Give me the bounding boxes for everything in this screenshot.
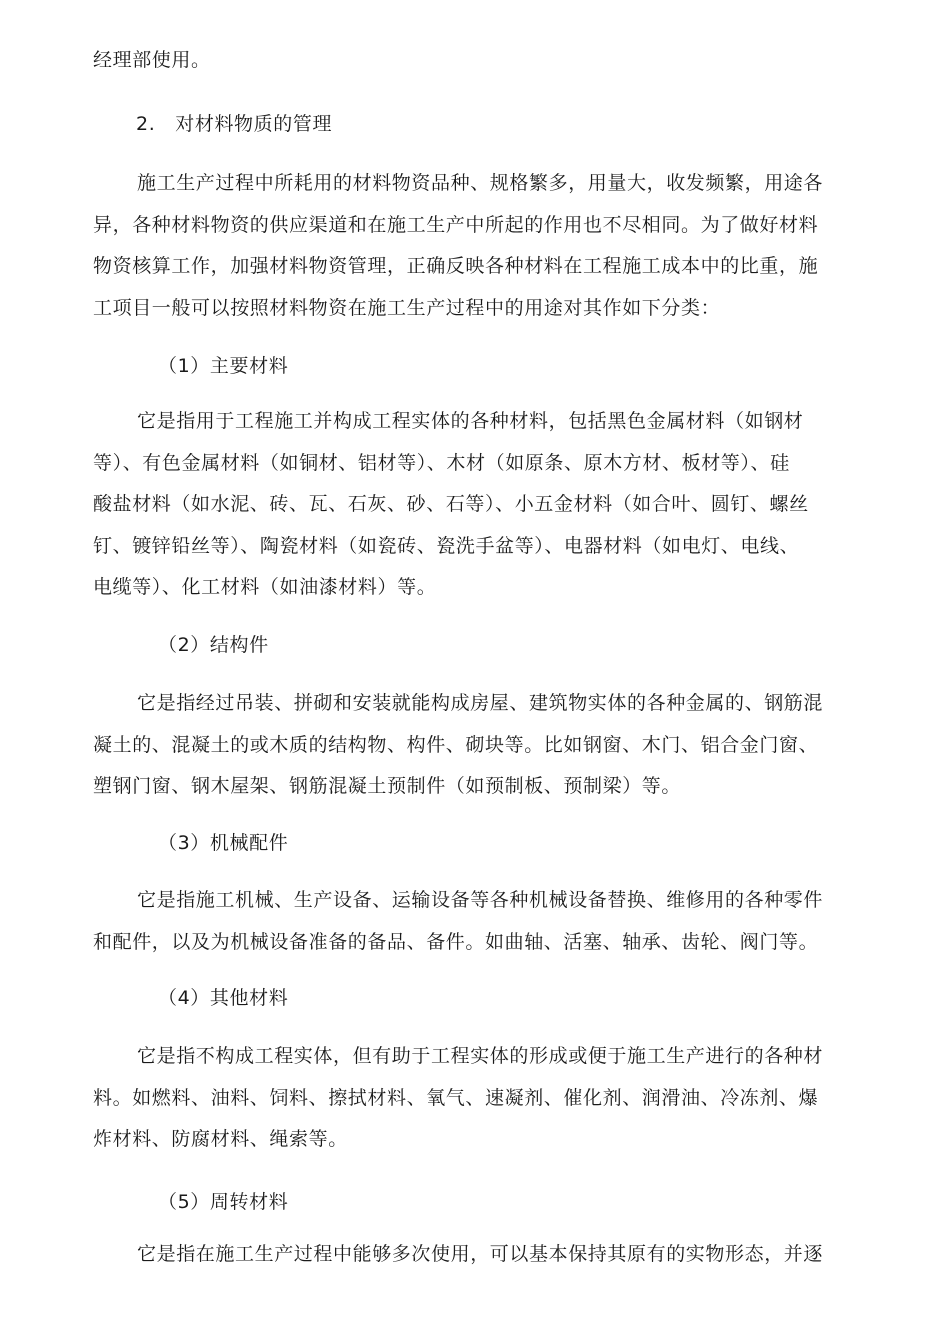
paragraph-line: 凝土的、混凝土的或木质的结构物、构件、砌块等。比如钢窗、木门、铝合金门窗、	[93, 733, 819, 756]
paragraph-intro	[93, 163, 861, 329]
paragraph-line: 它是指用于工程施工并构成工程实体的各种材料，包括黑色金属材料（如钢材	[137, 410, 804, 432]
subheading-structural-parts: （2）结构件	[158, 634, 269, 656]
paragraph-line: 酸盐材料（如水泥、砖、瓦、石灰、砂、石等）、小五金材料（如合叶、圆钉、螺丝	[93, 493, 809, 515]
paragraph-line: 它是指在施工生产过程中能够多次使用，可以基本保持其原有的实物形态，并逐	[137, 1243, 824, 1265]
paragraph-line: 经理部使用。	[93, 49, 211, 71]
paragraph-main-materials	[93, 401, 861, 609]
paragraph-line: 施工生产过程中所耗用的材料物资品种、规格繁多，用量大，收发频繁，用途各	[137, 172, 824, 194]
paragraph-line: 它是指不构成工程实体，但有助于工程实体的形成或便于施工生产进行的各种材	[137, 1045, 824, 1067]
paragraph-line: 钉、镀锌铅丝等）、陶瓷材料（如瓷砖、瓷洗手盆等）、电器材料（如电灯、电线、	[93, 534, 800, 557]
paragraph-continuation	[93, 40, 861, 82]
paragraph-line: 塑钢门窗、钢木屋架、钢筋混凝土预制件（如预制板、预制梁）等。	[93, 775, 682, 797]
paragraph-line: 它是指施工机械、生产设备、运输设备等各种机械设备替换、维修用的各种零件	[137, 889, 824, 911]
paragraph-line: 料。如燃料、油料、饲料、擦拭材料、氧气、速凝剂、催化剂、润滑油、冷冻剂、爆	[93, 1086, 819, 1109]
paragraph-line: 等）、有色金属材料（如铜材、铝材等）、木材（如原条、原木方材、板材等）、硅	[93, 451, 790, 474]
paragraph-line: 电缆等）、化工材料（如油漆材料）等。	[93, 576, 437, 598]
paragraph-line: 物资核算工作，加强材料物资管理，正确反映各种材料在工程施工成本中的比重，施	[93, 255, 819, 277]
paragraph-structural-parts	[93, 683, 861, 808]
subheading-main-materials: （1）主要材料	[158, 355, 289, 377]
paragraph-line: 和配件，以及为机械设备准备的备品、备件。如曲轴、活塞、轴承、齿轮、阀门等。	[93, 930, 819, 953]
paragraph-line: 异，各种材料物资的供应渠道和在施工生产中所起的作用也不尽相同。为了做好材料	[93, 213, 819, 236]
paragraph-line: 它是指经过吊装、拼砌和安装就能构成房屋、建筑物实体的各种金属的、钢筋混	[137, 692, 824, 714]
paragraph-revolving-materials	[93, 1234, 861, 1276]
paragraph-other-materials	[93, 1036, 861, 1161]
paragraph-machine-parts	[93, 880, 861, 963]
subheading-revolving-materials: （5）周转材料	[158, 1191, 289, 1213]
section-heading: 2. 对材料物质的管理	[136, 113, 333, 135]
paragraph-line: 工项目一般可以按照材料物资在施工生产过程中的用途对其作如下分类：	[93, 296, 721, 319]
subheading-other-materials: （4）其他材料	[158, 987, 289, 1009]
paragraph-line: 炸材料、防腐材料、绳索等。	[93, 1128, 348, 1150]
subheading-machine-parts: （3）机械配件	[158, 832, 289, 854]
